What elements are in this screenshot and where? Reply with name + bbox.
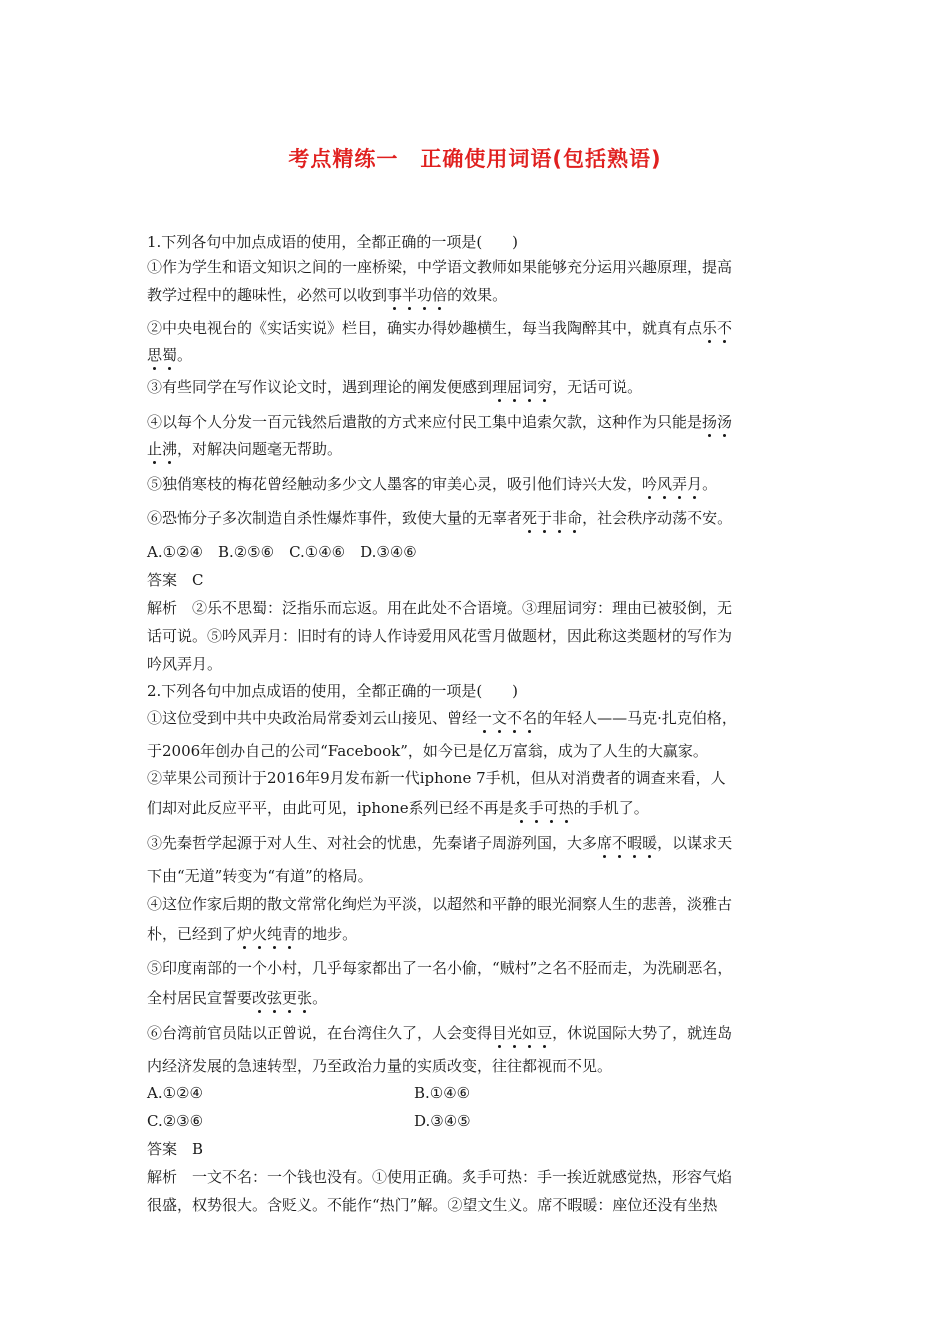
q2-sentence-6-line-1: ⑥台湾前官员陆以正曾说，在台湾住久了，人会变得目光如豆，休说国际大势了，就连岛 (147, 1024, 733, 1042)
q1-analysis-line-3: 吟风弄月。 (147, 655, 223, 673)
q2-option-a: A.①②④ (147, 1084, 203, 1102)
q1-options: A.①②④ B.②⑤⑥ C.①④⑥ D.③④⑥ (147, 543, 417, 561)
q2-sentence-3-line-1: ③先秦哲学起源于对人生、对社会的忧患，先秦诸子周游列国，大多席不暇暖，以谋求天 (147, 834, 733, 852)
q1-analysis-line-1: 解析 ②乐不思蜀：泛指乐而忘返。用在此处不合语境。③理屈词穷：理由已被驳倒，无 (147, 599, 733, 617)
q2-answer: 答案 B (147, 1140, 204, 1158)
q1-sentence-2-line-1: ②中央电视台的《实话实说》栏目，确实办得妙趣横生，每当我陶醉其中，就真有点乐不 (147, 319, 733, 337)
q1-sentence-5: ⑤独俏寒枝的梅花曾经触动多少文人墨客的审美心灵，吸引他们诗兴大发，吟风弄月。 (147, 475, 718, 493)
q1-sentence-1-line-1: ①作为学生和语文知识之间的一座桥梁，中学语文教师如果能够充分运用兴趣原理，提高 (147, 258, 733, 276)
q1-sentence-6: ⑥恐怖分子多次制造自杀性爆炸事件，致使大量的无辜者死于非命，社会秩序动荡不安。 (147, 509, 733, 527)
q1-sentence-3: ③有些同学在写作议论文时，遇到理论的阐发便感到理屈词穷，无话可说。 (147, 378, 643, 396)
page-title: 考点精练一 正确使用词语(包括熟语) (288, 147, 662, 171)
q2-sentence-1-line-1: ①这位受到中共中央政治局常委刘云山接见、曾经一文不名的年轻人——马克·扎克伯格， (147, 709, 737, 727)
q2-sentence-5-line-2: 全村居民宣誓要改弦更张。 (147, 989, 328, 1007)
q1-stem: 1.下列各句中加点成语的使用，全都正确的一项是( ) (147, 233, 519, 251)
q2-sentence-6-line-2: 内经济发展的急速转型，乃至政治力量的实质改变，往往都视而不见。 (147, 1057, 613, 1075)
q2-sentence-4-line-1: ④这位作家后期的散文常常化绚烂为平淡，以超然和平静的眼光洞察人生的悲善，淡雅古 (147, 895, 733, 913)
q2-sentence-2-line-1: ②苹果公司预计于2016年9月发布新一代iphone 7手机，但从对消费者的调查来看，人 (147, 769, 726, 787)
q1-sentence-4-line-1: ④以每个人分发一百元钱然后遣散的方式来应付民工集中追索欠款，这种作为只能是扬汤 (147, 413, 733, 431)
q2-analysis-line-2: 很盛，权势很大。含贬义。不能作“热门”解。②望文生义。席不暇暖：座位还没有坐热 (147, 1196, 718, 1214)
q2-sentence-2-line-2: 们却对此反应平平，由此可见，iphone系列已经不再是炙手可热的手机了。 (147, 799, 649, 817)
q1-answer: 答案 C (147, 571, 204, 589)
q2-option-c: C.②③⑥ (147, 1112, 204, 1130)
q2-sentence-4-line-2: 朴，已经到了炉火纯青的地步。 (147, 925, 358, 943)
q2-stem: 2.下列各句中加点成语的使用，全都正确的一项是( ) (147, 682, 519, 700)
q1-sentence-4-line-2: 止沸，对解决问题毫无帮助。 (147, 440, 343, 458)
q2-sentence-3-line-2: 下由“无道”转变为“有道”的格局。 (147, 867, 373, 885)
q2-analysis-line-1: 解析 一文不名：一个钱也没有。①使用正确。炙手可热：手一挨近就感觉热，形容气焰 (147, 1168, 733, 1186)
q1-sentence-2-line-2: 思蜀。 (147, 346, 193, 364)
q2-sentence-1-line-2: 于2006年创办自己的公司“Facebook”，如今已是亿万富翁，成为了人生的大赢家。 (147, 742, 708, 760)
q1-sentence-1-line-2: 教学过程中的趣味性，必然可以收到事半功倍的效果。 (147, 286, 508, 304)
q2-option-d: D.③④⑤ (414, 1112, 471, 1130)
q2-sentence-5-line-1: ⑤印度南部的一个小村，几乎每家都出了一名小偷，“贼村”之名不胫而走，为洗刷恶名， (147, 959, 733, 977)
q2-option-b: B.①④⑥ (414, 1084, 471, 1102)
q1-analysis-line-2: 话可说。⑤吟风弄月：旧时有的诗人作诗爱用风花雪月做题材，因此称这类题材的写作为 (147, 627, 733, 645)
